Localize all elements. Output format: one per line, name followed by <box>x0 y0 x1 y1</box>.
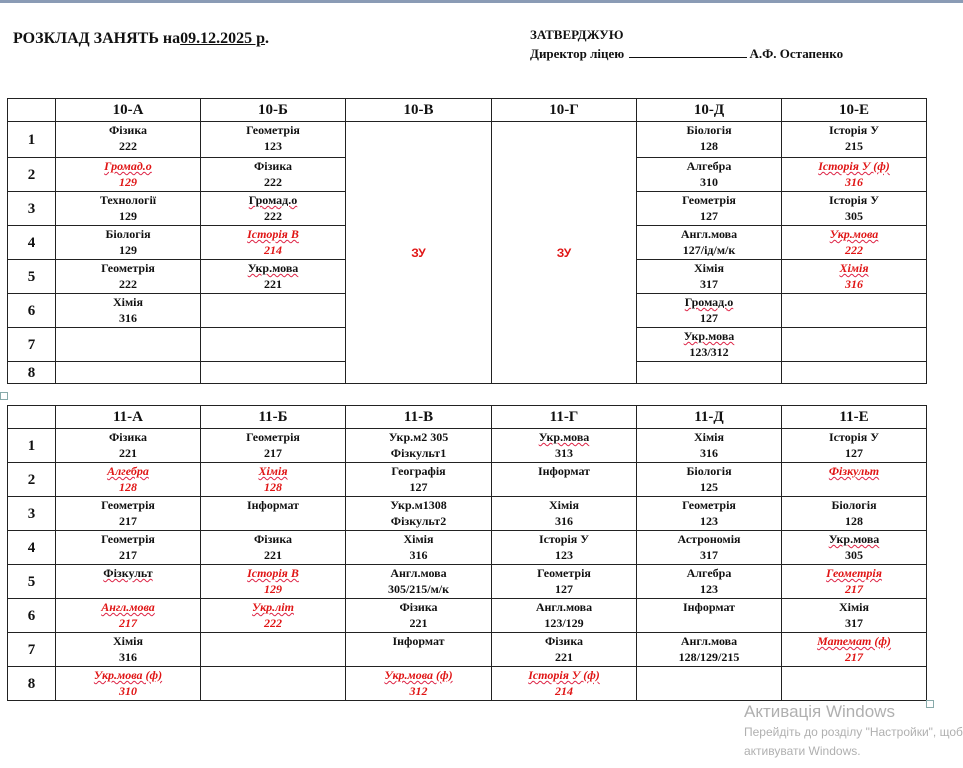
room-number: 310 <box>119 684 137 698</box>
subject-name: Хімія <box>549 498 579 512</box>
schedule-table-grade-11 <box>7 405 927 701</box>
signature-line <box>629 46 747 58</box>
lesson-row <box>8 497 927 531</box>
subject-name: Фізика <box>399 600 438 614</box>
corner-cell <box>8 406 56 429</box>
director-label: Директор ліцею <box>530 46 625 61</box>
class-header: 11-Е <box>782 406 927 429</box>
subject-name: Алгебра <box>107 464 149 478</box>
room-number: 129 <box>119 243 137 257</box>
lesson-cell[interactable] <box>492 429 637 463</box>
room-number: 128 <box>700 139 718 153</box>
subject-name: Укр.мова (ф) <box>93 668 163 682</box>
room-number: 217 <box>845 582 863 596</box>
subject-name: Геометрія <box>826 566 882 580</box>
subject-name: Фізкульт <box>103 566 153 580</box>
class-header: 11-Г <box>492 406 637 429</box>
subject-name: Біологія <box>686 123 732 137</box>
subject-name: Громад.о <box>248 193 298 207</box>
room-number: 217 <box>845 650 863 664</box>
lesson-cell[interactable] <box>56 158 201 192</box>
lesson-cell[interactable] <box>56 633 201 667</box>
subject-name: Укр.мова (ф) <box>384 668 453 682</box>
room-number: 217 <box>264 446 282 460</box>
lesson-row <box>8 633 927 667</box>
lesson-cell[interactable] <box>201 667 346 701</box>
watermark-line: активувати Windows. <box>744 744 861 758</box>
lesson-cell[interactable] <box>492 599 637 633</box>
lesson-cell[interactable] <box>782 260 927 294</box>
subject-name: Громад.о <box>684 295 734 309</box>
room-number: 317 <box>700 277 718 291</box>
lesson-number: 7 <box>8 328 56 362</box>
subject-name: Історія У <box>828 123 880 137</box>
lesson-cell[interactable] <box>346 497 492 531</box>
lesson-cell[interactable] <box>201 362 346 384</box>
room-number: 127 <box>845 446 863 460</box>
lesson-cell[interactable] <box>782 158 927 192</box>
room-number: 123/312 <box>689 345 729 359</box>
room-number: 305/215/м/к <box>387 582 450 596</box>
lesson-cell[interactable] <box>637 667 782 701</box>
room-number: 129 <box>264 582 282 596</box>
lesson-number: 3 <box>8 497 56 531</box>
room-number: 129 <box>119 175 137 189</box>
schedule-title <box>13 30 269 48</box>
lesson-cell[interactable] <box>782 667 927 701</box>
corner-cell <box>8 99 56 122</box>
lesson-cell[interactable] <box>637 328 782 362</box>
lesson-cell[interactable] <box>201 328 346 362</box>
lesson-cell[interactable] <box>56 260 201 294</box>
room-number: 222 <box>264 616 282 630</box>
room-number: 310 <box>700 175 718 189</box>
room-number: 312 <box>409 684 428 698</box>
lesson-cell[interactable] <box>782 362 927 384</box>
room-number: 317 <box>845 616 863 630</box>
subject-name: Укр.мова <box>828 532 880 546</box>
lesson-cell[interactable] <box>637 260 782 294</box>
subject-name: Фізика <box>108 123 148 137</box>
lesson-cell[interactable] <box>782 192 927 226</box>
subject-name: Укр.мова <box>683 329 735 343</box>
subject-name: Хімія <box>694 261 724 275</box>
lesson-cell[interactable] <box>637 497 782 531</box>
lesson-cell[interactable] <box>56 531 201 565</box>
schedule-table-grade-10 <box>7 98 927 384</box>
director-name: А.Ф. Остапенко <box>749 46 844 61</box>
subject-name: Інформат <box>392 634 445 648</box>
room-number: 123 <box>700 582 718 596</box>
subject-name: Історія В <box>247 227 299 241</box>
lesson-cell[interactable] <box>201 565 346 599</box>
room-number: 316 <box>409 548 428 562</box>
class-header: 10-Д <box>637 99 782 122</box>
subject-name: Біологія <box>686 464 732 478</box>
subject-name: Хімія <box>113 295 143 309</box>
subject-name: Історія У <box>828 430 880 444</box>
lesson-number: 2 <box>8 158 56 192</box>
lesson-cell[interactable] <box>56 497 201 531</box>
lesson-cell[interactable] <box>637 463 782 497</box>
subject-name: Історія У (ф) <box>528 668 600 682</box>
schedule-date: 09.12.2025 р <box>180 30 266 47</box>
lesson-cell[interactable] <box>56 294 201 328</box>
lesson-cell[interactable] <box>346 565 492 599</box>
subject-name: Хімія <box>113 634 143 648</box>
room-number: 305 <box>845 209 863 223</box>
subject-name: Інформат <box>682 600 736 614</box>
subject-name: Укр.літ <box>252 600 294 614</box>
lesson-cell[interactable] <box>782 328 927 362</box>
lesson-row <box>8 599 927 633</box>
room-number: 316 <box>555 514 573 528</box>
lesson-cell[interactable] <box>56 328 201 362</box>
room-number: Фізкульт1 <box>390 446 447 460</box>
class-header: 10-А <box>56 99 201 122</box>
room-number: 222 <box>264 175 282 189</box>
subject-name: Математ (ф) <box>817 634 891 648</box>
room-number: 214 <box>264 243 282 257</box>
subject-name: Геометрія <box>246 430 300 444</box>
class-header: 10-Г <box>492 99 637 122</box>
room-number: 127 <box>700 311 718 325</box>
lesson-cell[interactable] <box>201 497 346 531</box>
lesson-cell[interactable] <box>492 633 637 667</box>
windows-activation-watermark <box>744 701 963 761</box>
subject-name: Астрономія <box>677 532 741 546</box>
subject-name: Фізика <box>253 159 293 173</box>
subject-name: Громад.о <box>104 159 152 173</box>
date-suffix: . <box>265 30 270 47</box>
room-number: 214 <box>555 684 573 698</box>
lesson-cell[interactable] <box>492 463 637 497</box>
subject-name: Геометрія <box>682 193 736 207</box>
room-number: 317 <box>700 548 718 562</box>
lesson-row <box>8 565 927 599</box>
lesson-cell[interactable] <box>637 122 782 158</box>
class-header: 11-В <box>346 406 492 429</box>
subject-name: Укр.мова <box>538 430 590 444</box>
lesson-cell[interactable] <box>346 531 492 565</box>
room-number: 127/ід/м/к <box>682 243 736 257</box>
lesson-cell[interactable] <box>56 122 201 158</box>
room-number: 128 <box>264 480 282 494</box>
lesson-cell[interactable] <box>201 599 346 633</box>
lesson-cell[interactable] <box>492 565 637 599</box>
lesson-cell[interactable] <box>637 565 782 599</box>
room-number: 316 <box>119 650 137 664</box>
lesson-cell[interactable] <box>201 192 346 226</box>
lesson-cell[interactable] <box>346 429 492 463</box>
lesson-cell[interactable] <box>56 463 201 497</box>
lesson-cell[interactable] <box>201 260 346 294</box>
lesson-number: 4 <box>8 226 56 260</box>
lesson-row <box>8 122 927 158</box>
lesson-cell[interactable] <box>637 362 782 384</box>
subject-name: Історія В <box>247 566 299 580</box>
title-prefix: РОЗКЛАД ЗАНЯТЬ на <box>13 30 181 47</box>
lesson-cell[interactable] <box>782 429 927 463</box>
subject-name: Алгебра <box>686 566 732 580</box>
room-number: 316 <box>845 277 863 291</box>
room-number: 222 <box>845 243 863 257</box>
room-number: 222 <box>119 139 137 153</box>
lesson-number: 2 <box>8 463 56 497</box>
room-number: 316 <box>700 446 718 460</box>
subject-name: Укр.м1308 <box>390 498 447 512</box>
room-number: 221 <box>555 650 573 664</box>
subject-name: Алгебра <box>686 159 732 173</box>
lesson-cell[interactable] <box>346 599 492 633</box>
subject-name: Геометрія <box>246 123 300 137</box>
lesson-cell[interactable] <box>782 226 927 260</box>
director-line <box>530 44 843 63</box>
lesson-cell[interactable] <box>56 362 201 384</box>
subject-name: Фізика <box>253 532 293 546</box>
lesson-row <box>8 667 927 701</box>
room-number: 128 <box>845 514 863 528</box>
room-number: 221 <box>264 548 282 562</box>
approval-block <box>530 25 843 63</box>
room-number: 123 <box>264 139 282 153</box>
lesson-cell[interactable] <box>56 599 201 633</box>
lesson-cell[interactable] <box>637 192 782 226</box>
room-number: 123 <box>700 514 718 528</box>
room-number: 221 <box>119 446 137 460</box>
room-number: 217 <box>119 616 137 630</box>
class-header: 10-В <box>346 99 492 122</box>
lesson-number: 1 <box>8 429 56 463</box>
lesson-number: 6 <box>8 599 56 633</box>
lesson-cell[interactable] <box>637 158 782 192</box>
class-header: 10-Е <box>782 99 927 122</box>
room-number: 221 <box>264 277 282 291</box>
room-number: 316 <box>845 175 863 189</box>
table-anchor-handle[interactable] <box>0 392 8 400</box>
lesson-cell[interactable] <box>201 294 346 328</box>
subject-name: Укр.мова <box>247 261 299 275</box>
subject-name: Хімія <box>258 464 288 478</box>
lesson-cell[interactable] <box>492 667 637 701</box>
room-number: 123 <box>555 548 573 562</box>
subject-name: Інформат <box>246 498 300 512</box>
lesson-cell[interactable] <box>637 633 782 667</box>
watermark-line: Перейдіть до розділу "Настройки", щоб <box>744 725 963 739</box>
lesson-cell[interactable] <box>782 497 927 531</box>
watermark-title: Активація Windows <box>744 702 895 721</box>
lesson-number: 4 <box>8 531 56 565</box>
approve-label: ЗАТВЕРДЖУЮ <box>530 27 624 42</box>
subject-name: Біологія <box>831 498 877 512</box>
lesson-number: 1 <box>8 122 56 158</box>
subject-name: Англ.мова <box>680 634 738 648</box>
room-number: 128/129/215 <box>678 650 740 664</box>
subject-name: Геометрія <box>537 566 591 580</box>
subject-name: Хімія <box>694 430 724 444</box>
lesson-cell[interactable] <box>201 158 346 192</box>
subject-name: Інформат <box>537 464 591 478</box>
lesson-cell[interactable] <box>637 226 782 260</box>
subject-name: Хімія <box>403 532 434 546</box>
lesson-cell[interactable] <box>782 565 927 599</box>
lesson-cell[interactable] <box>637 429 782 463</box>
room-number: 127 <box>555 582 573 596</box>
lesson-cell[interactable] <box>637 294 782 328</box>
lesson-cell[interactable] <box>201 122 346 158</box>
window-top-edge <box>0 0 963 3</box>
subject-name: Геометрія <box>682 498 736 512</box>
room-number: Фізкульт2 <box>390 514 447 528</box>
lesson-cell[interactable] <box>201 463 346 497</box>
room-number: 127 <box>409 480 428 494</box>
zu-merged-cell[interactable]: ЗУ <box>346 122 492 384</box>
zu-merged-cell[interactable]: ЗУ <box>492 122 637 384</box>
lesson-cell[interactable] <box>56 429 201 463</box>
subject-name: Укр.мова <box>829 227 879 241</box>
lesson-cell[interactable] <box>492 531 637 565</box>
lesson-number: 7 <box>8 633 56 667</box>
subject-name: Англ.мова <box>535 600 593 614</box>
lesson-number: 8 <box>8 667 56 701</box>
room-number: 128 <box>119 480 137 494</box>
subject-name: Історія У <box>538 532 590 546</box>
lesson-cell[interactable] <box>56 565 201 599</box>
room-number: 217 <box>119 514 137 528</box>
lesson-number: 8 <box>8 362 56 384</box>
room-number: 217 <box>119 548 137 562</box>
lesson-number: 5 <box>8 565 56 599</box>
subject-name: Хімія <box>839 261 869 275</box>
class-header: 10-Б <box>201 99 346 122</box>
lesson-cell[interactable] <box>782 122 927 158</box>
lesson-cell[interactable] <box>346 667 492 701</box>
room-number: 222 <box>264 209 282 223</box>
subject-name: Фізика <box>544 634 584 648</box>
subject-name: Фізика <box>108 430 148 444</box>
lesson-row <box>8 463 927 497</box>
lesson-cell[interactable] <box>346 633 492 667</box>
lesson-cell[interactable] <box>782 294 927 328</box>
lesson-number: 3 <box>8 192 56 226</box>
subject-name: Біологія <box>105 227 151 241</box>
room-number: 215 <box>845 139 863 153</box>
subject-name: Геометрія <box>101 261 155 275</box>
class-header: 11-Б <box>201 406 346 429</box>
subject-name: Географія <box>391 464 446 478</box>
lesson-row <box>8 531 927 565</box>
room-number: 313 <box>555 446 573 460</box>
lesson-row <box>8 429 927 463</box>
subject-name: Фізкульт <box>828 464 880 478</box>
lesson-cell[interactable] <box>782 463 927 497</box>
lesson-number: 6 <box>8 294 56 328</box>
subject-name: Хімія <box>839 600 869 614</box>
lesson-cell[interactable] <box>56 667 201 701</box>
lesson-cell[interactable] <box>782 531 927 565</box>
header-row <box>8 99 927 122</box>
lesson-cell[interactable] <box>637 599 782 633</box>
room-number: 123/129 <box>544 616 584 630</box>
subject-name: Геометрія <box>101 532 155 546</box>
lesson-cell[interactable] <box>201 633 346 667</box>
subject-name: Укр.м2 305 <box>388 430 449 444</box>
subject-name: Історія У <box>828 193 880 207</box>
room-number: 125 <box>700 480 718 494</box>
lesson-cell[interactable] <box>201 226 346 260</box>
class-header: 11-А <box>56 406 201 429</box>
lesson-number: 5 <box>8 260 56 294</box>
header-row <box>8 406 927 429</box>
lesson-cell[interactable] <box>346 463 492 497</box>
room-number: 127 <box>700 209 718 223</box>
subject-name: Англ.мова <box>680 227 738 241</box>
class-header: 11-Д <box>637 406 782 429</box>
subject-name: Історія У (ф) <box>818 159 890 173</box>
lesson-cell[interactable] <box>492 497 637 531</box>
room-number: 221 <box>409 616 428 630</box>
lesson-cell[interactable] <box>637 531 782 565</box>
room-number: 305 <box>845 548 863 562</box>
room-number: 316 <box>119 311 137 325</box>
lesson-cell[interactable] <box>56 192 201 226</box>
subject-name: Технології <box>99 193 157 207</box>
room-number: 222 <box>119 277 137 291</box>
subject-name: Англ.мова <box>101 600 155 614</box>
subject-name: Геометрія <box>101 498 155 512</box>
lesson-cell[interactable] <box>782 633 927 667</box>
subject-name: Англ.мова <box>390 566 447 580</box>
lesson-cell[interactable] <box>56 226 201 260</box>
lesson-cell[interactable] <box>201 429 346 463</box>
lesson-cell[interactable] <box>782 599 927 633</box>
room-number: 129 <box>119 209 137 223</box>
lesson-cell[interactable] <box>201 531 346 565</box>
